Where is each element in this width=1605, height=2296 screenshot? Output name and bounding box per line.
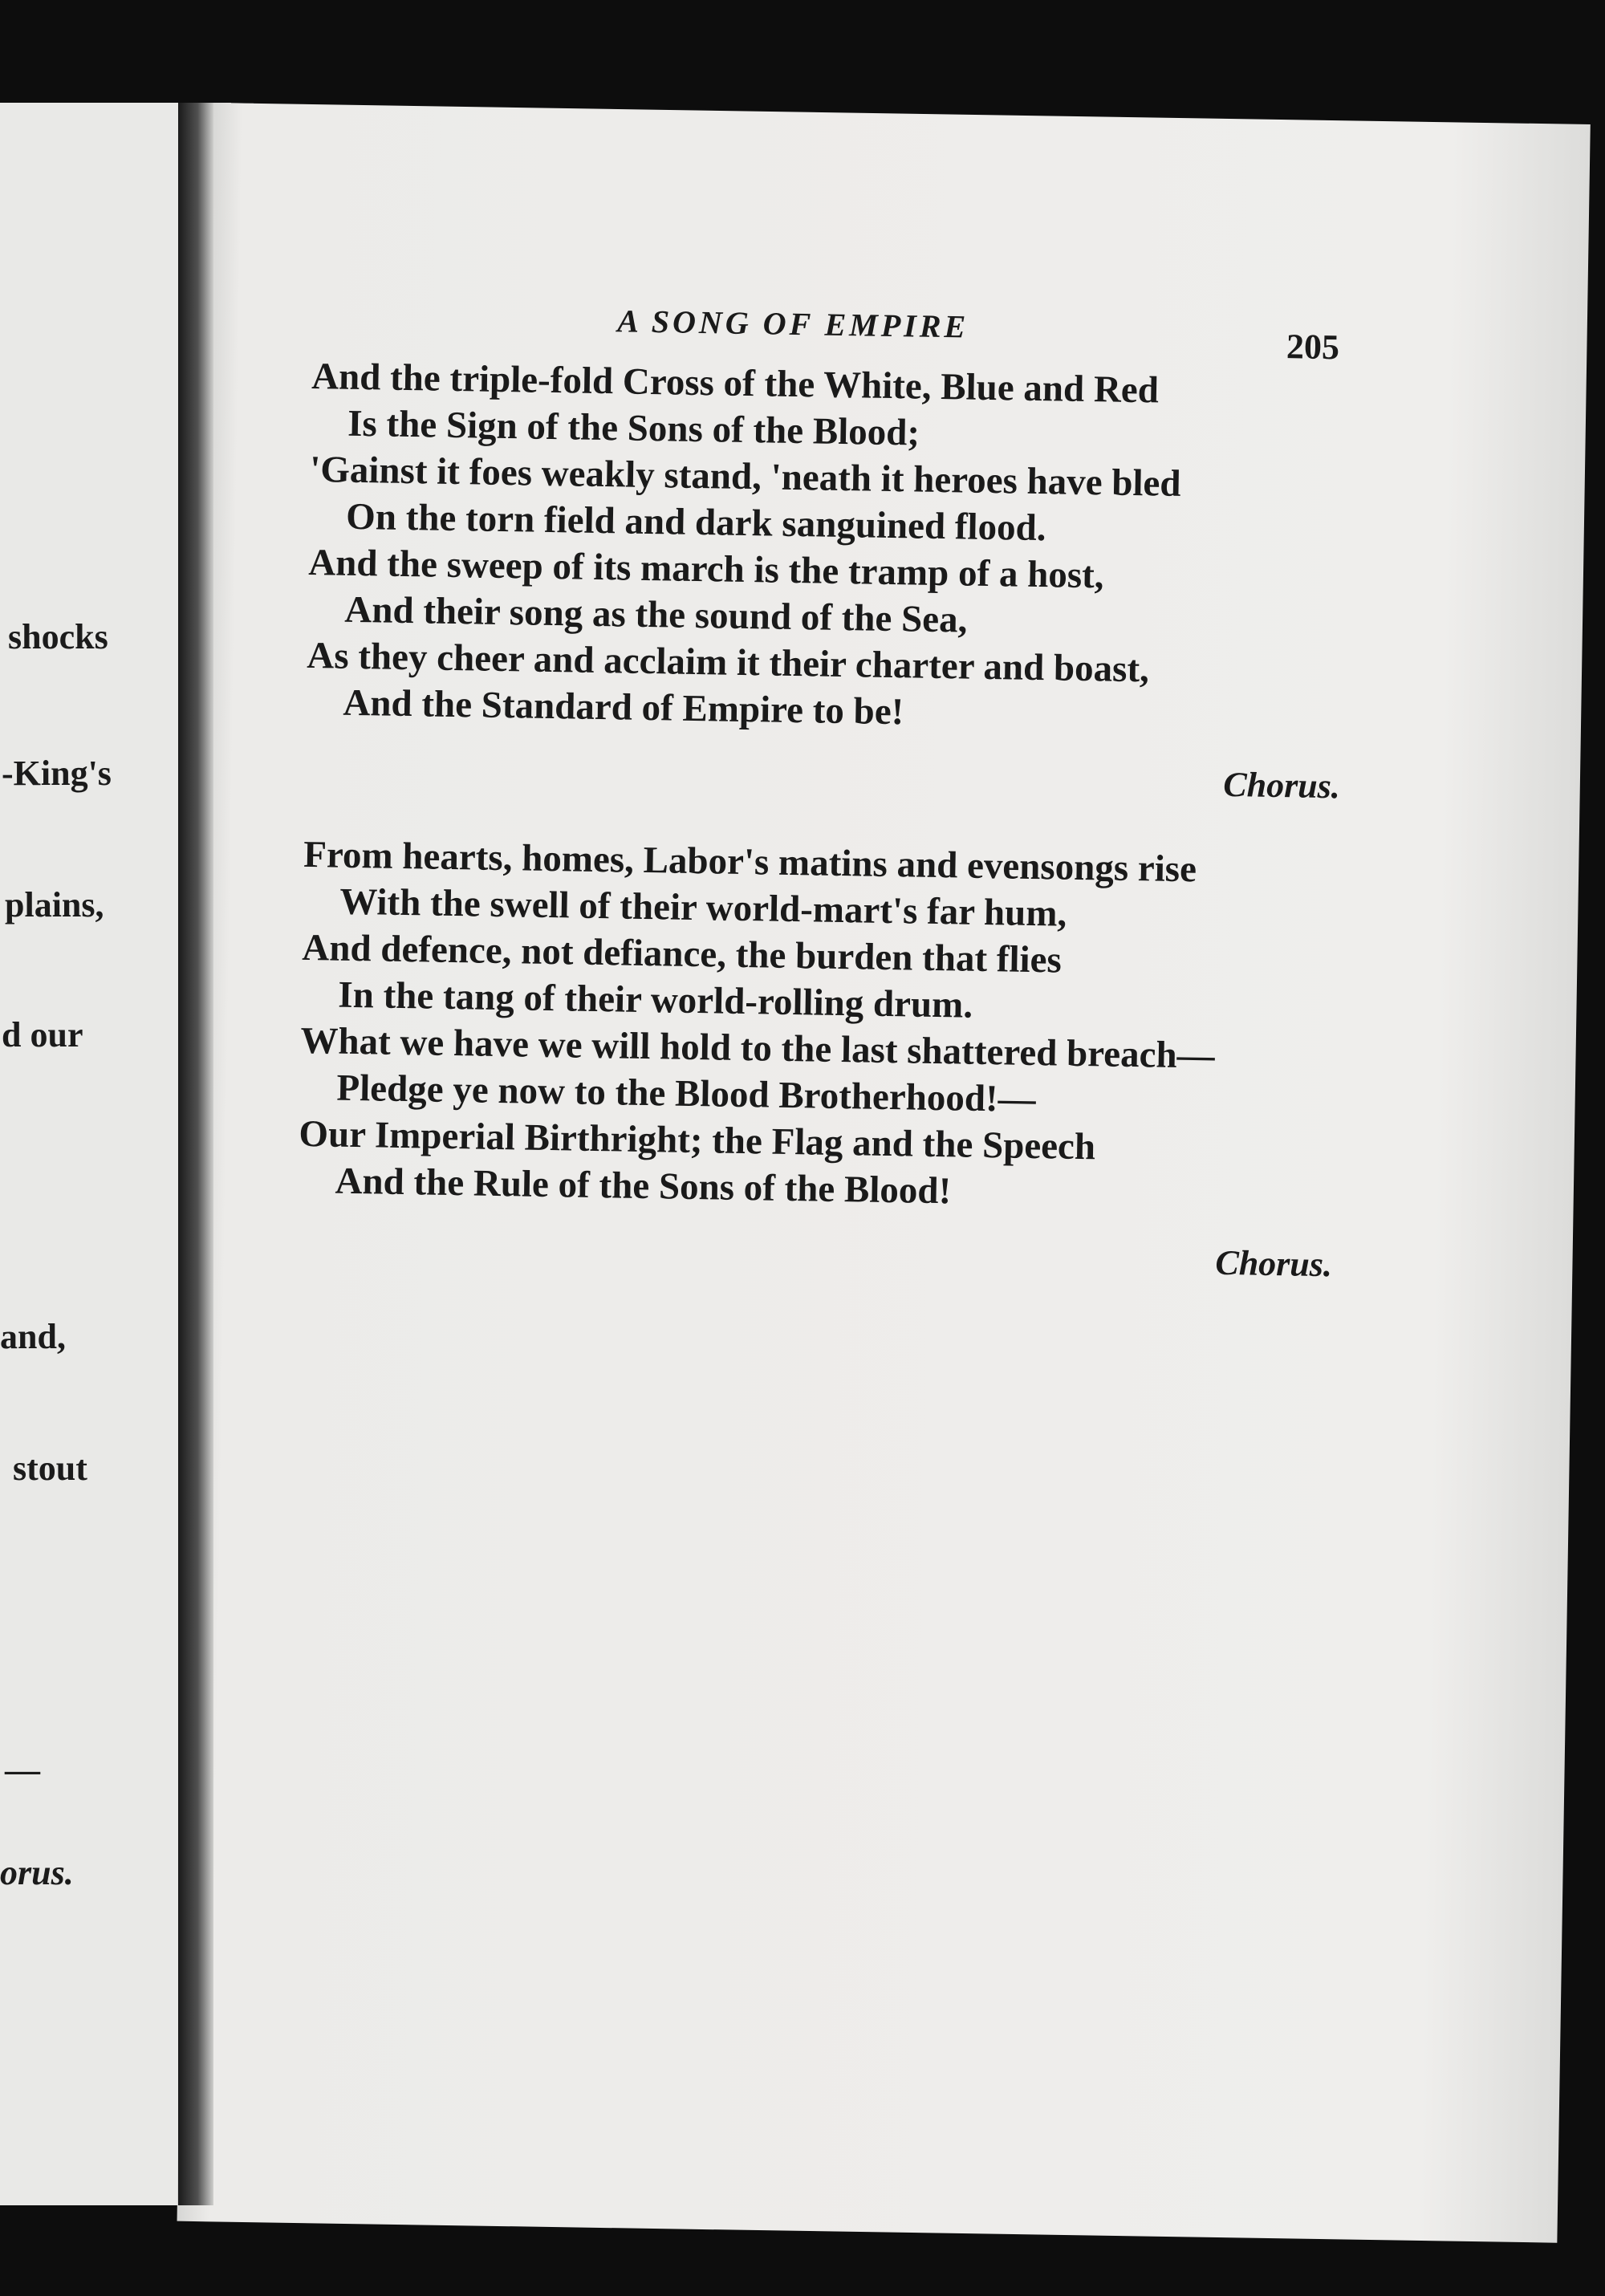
verse-line: On the torn field and dark sanguined flood. — [345, 495, 1046, 550]
left-page-fragment: shocks — [8, 617, 108, 656]
left-page-fragment: stout — [13, 1449, 87, 1488]
verse-line: And the Standard of Empire to be! — [343, 681, 904, 734]
chorus-label: Chorus. — [1222, 764, 1341, 807]
page-content — [297, 289, 1372, 1289]
left-page-fragment: plains, — [5, 885, 104, 924]
stanza-1 — [305, 353, 1371, 811]
verse-line: And defence, not defiance, the burden that flies — [301, 926, 1063, 981]
verse-line: Pledge ye now to the Blood Brotherhood!— — [336, 1067, 1037, 1121]
binding-shadow — [178, 103, 213, 2205]
left-page-fragment: d our — [2, 1015, 83, 1055]
verse-line: With the swell of their world-mart's far hum, — [339, 880, 1067, 935]
running-title: A SONG OF EMPIRE — [617, 303, 969, 345]
verse-line: And the Rule of the Sons of the Blood! — [335, 1160, 952, 1213]
verse-line: And their song as the sound of the Sea, — [343, 588, 968, 641]
left-page-fragment: orus. — [0, 1853, 74, 1892]
verse-line: From hearts, homes, Labor's matins and evensongs rise — [303, 833, 1197, 891]
verse-line: 'Gainst it foes weakly stand, 'neath it heroes have bled — [309, 448, 1181, 505]
verse-line: As they cheer and acclaim it their charter and boast, — [306, 634, 1150, 691]
verse-line: What we have we will hold to the last shattered breach— — [300, 1019, 1216, 1077]
left-page-fragment: and, — [0, 1317, 66, 1356]
chorus-label: Chorus. — [1215, 1242, 1333, 1285]
verse-line: In the tang of their world-rolling drum. — [337, 973, 973, 1026]
verse-line: And the sweep of its march is the tramp of a host, — [307, 541, 1104, 597]
left-page-fragment: — — [5, 1750, 40, 1790]
verse-line: Is the Sign of the Sons of the Blood; — [347, 402, 920, 454]
verse-line: Our Imperial Birthright; the Flag and the Speech — [299, 1112, 1096, 1168]
page-number: 205 — [1286, 327, 1340, 368]
stanza-2 — [297, 831, 1363, 1289]
left-page-fragment: -King's — [2, 754, 112, 793]
verse-line: And the triple-fold Cross of the White, Blue and Red — [311, 355, 1160, 412]
